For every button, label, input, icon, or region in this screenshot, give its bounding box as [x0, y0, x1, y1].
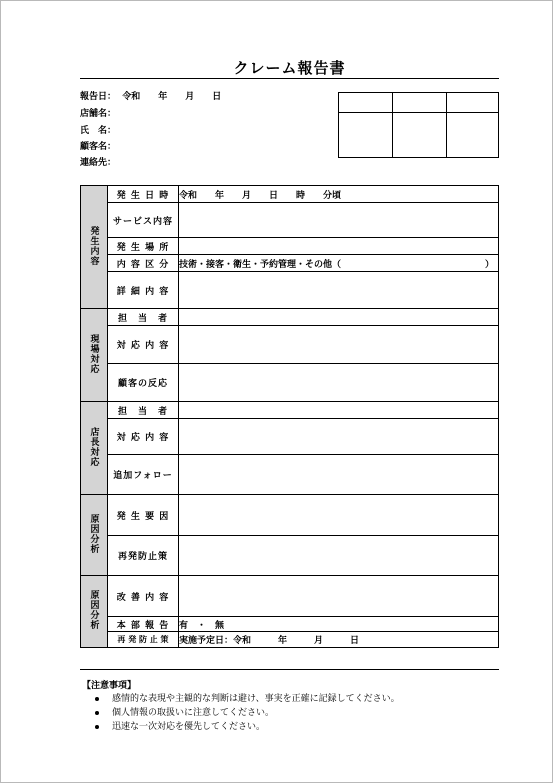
- row-label: 発 生 要 因: [108, 495, 179, 536]
- prevention-date-field[interactable]: 実施予定日：令和 年 月 日: [179, 632, 499, 648]
- notes-list: [82, 692, 482, 734]
- contact-field[interactable]: 連絡先：: [80, 158, 117, 168]
- table-row: [81, 364, 499, 402]
- section-label: 発生内容: [88, 225, 99, 266]
- title-underline: [80, 78, 499, 79]
- section-header-onsite: [81, 309, 108, 402]
- prevention-field[interactable]: [179, 536, 499, 576]
- list-item: [82, 706, 482, 720]
- hq-report-field[interactable]: 有 ・ 無: [179, 617, 499, 632]
- table-row: [81, 238, 499, 255]
- manager-person-field[interactable]: [179, 402, 499, 419]
- service-content-field[interactable]: [179, 203, 499, 238]
- row-label: 追加フォロー: [108, 455, 179, 495]
- bullet-icon: [95, 725, 99, 729]
- table-row: [81, 272, 499, 309]
- bullet-icon: [95, 711, 99, 715]
- row-label: 発 生 場 所: [108, 238, 179, 255]
- row-label: 顧客の反応: [108, 364, 179, 402]
- row-label: 再発防止策: [108, 536, 179, 576]
- onsite-person-field[interactable]: [179, 309, 499, 326]
- store-name-field[interactable]: 店舗名：: [80, 109, 117, 119]
- section-label: 現場対応: [88, 333, 99, 374]
- note-text: 個人情報の取扱いに注意してください。: [112, 708, 275, 718]
- row-label: 再 発 防 止 策: [108, 632, 179, 648]
- table-row: [81, 495, 499, 536]
- table-row: [81, 402, 499, 419]
- table-row: [81, 419, 499, 455]
- list-item: [82, 692, 482, 706]
- page-title: クレーム報告書: [233, 59, 346, 77]
- table-row: [81, 326, 499, 364]
- section-label: 店長対応: [88, 426, 99, 467]
- report-table: [80, 185, 499, 648]
- onsite-response-field[interactable]: [179, 326, 499, 364]
- table-row: [81, 455, 499, 495]
- section-label: 原因分析: [88, 590, 99, 630]
- stamp-divider: [446, 93, 447, 157]
- stamp-divider: [392, 93, 393, 157]
- row-label: 発 生 日 時: [108, 186, 179, 203]
- list-item: [82, 720, 482, 734]
- table-row: [81, 536, 499, 576]
- notes-title: 【注意事項】: [82, 681, 137, 691]
- improvement-field[interactable]: [179, 576, 499, 617]
- table-row: [81, 186, 499, 203]
- row-label: 対 応 内 容: [108, 326, 179, 364]
- row-label: 改 善 内 容: [108, 576, 179, 617]
- table-row: [81, 309, 499, 326]
- table-row: [81, 576, 499, 617]
- bullet-icon: [95, 697, 99, 701]
- table-row: [81, 255, 499, 272]
- table-row: [81, 617, 499, 632]
- section-header-occurrence: [81, 186, 108, 309]
- section-header-cause: [81, 495, 108, 576]
- cause-field[interactable]: [179, 495, 499, 536]
- note-text: 迅速な一次対応を優先してください。: [112, 722, 266, 732]
- note-text: 感情的な表現や主観的な判断は避け、事実を正確に記録してください。: [112, 694, 400, 704]
- category-field[interactable]: 技術・接客・衛生・予約管理・その他（ ）: [179, 255, 499, 272]
- section-header-improvement: [81, 576, 108, 648]
- location-field[interactable]: [179, 238, 499, 255]
- stamp-header-divider: [339, 112, 498, 113]
- row-label: 担 当 者: [108, 309, 179, 326]
- notes-divider: [80, 669, 499, 670]
- row-label: 担 当 者: [108, 402, 179, 419]
- follow-up-field[interactable]: [179, 455, 499, 495]
- table-row: [81, 203, 499, 238]
- occurrence-datetime-field[interactable]: 令和 年 月 日 時 分頃: [179, 186, 499, 203]
- details-field[interactable]: [179, 272, 499, 309]
- row-label: 内 容 区 分: [108, 255, 179, 272]
- report-date-field[interactable]: 報告日： 令和 年 月 日: [80, 92, 222, 102]
- manager-response-field[interactable]: [179, 419, 499, 455]
- section-label: 原因分析: [88, 513, 99, 554]
- row-label: 本 部 報 告: [108, 617, 179, 632]
- row-label: 対 応 内 容: [108, 419, 179, 455]
- customer-name-field[interactable]: 顧客名：: [80, 142, 117, 152]
- section-header-manager: [81, 402, 108, 495]
- approval-stamp-box: [338, 92, 499, 158]
- row-label: 詳 細 内 容: [108, 272, 179, 309]
- customer-reaction-field[interactable]: [179, 364, 499, 402]
- table-row: [81, 632, 499, 648]
- row-label: サービス内容: [108, 203, 179, 238]
- reporter-name-field[interactable]: 氏 名：: [80, 126, 117, 136]
